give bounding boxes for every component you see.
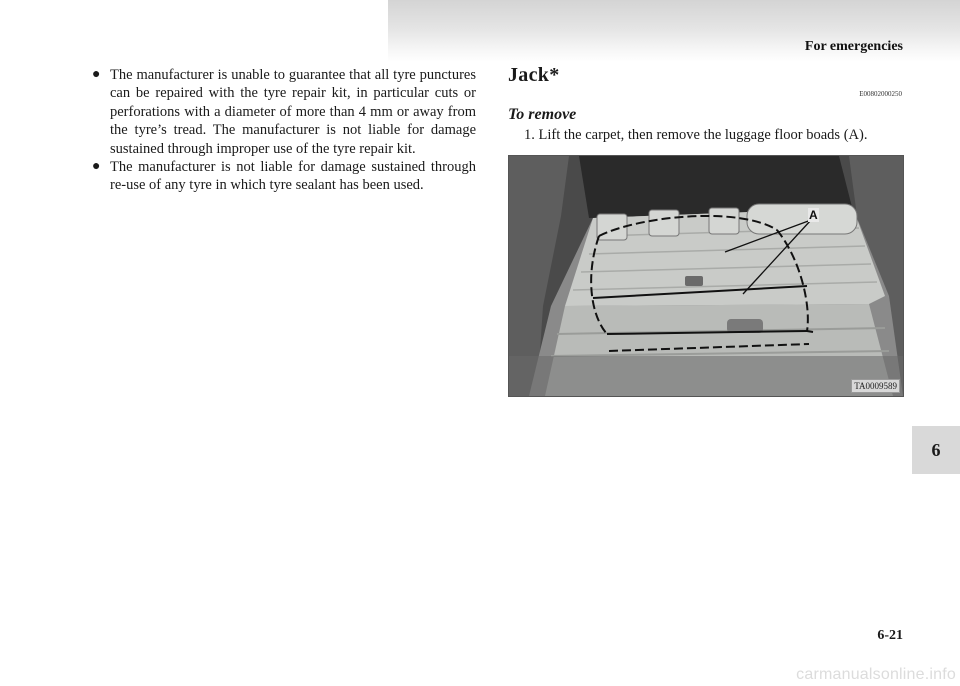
page-number: 6-21 (877, 628, 903, 643)
bullet-text: The manufacturer is unable to guarantee that all tyre punctures can be repaired with the tyre repair kit, in particular cuts or perforations with a diameter of more than 4 mm or away from the tyre’s tread. The manufacturer is not liable for damage sustained through improper use of the tyre repair kit. (110, 67, 476, 157)
running-header: For emergencies (804, 39, 903, 54)
callout-label: A (809, 208, 818, 222)
cargo-area-drawing (509, 156, 903, 396)
section-title: Jack* (508, 64, 560, 86)
left-column (92, 66, 476, 195)
luggage-floor-illustration (508, 155, 904, 397)
figure-code: TA0009589 (851, 379, 900, 393)
subsection-title: To remove (508, 106, 577, 123)
bullet-item (92, 66, 476, 158)
bullet-icon: ● (92, 67, 101, 82)
bullet-item (92, 158, 476, 195)
instruction-step: 1. Lift the carpet, then remove the luggage floor boads (A). (524, 127, 868, 143)
section-code: E00802000250 (859, 90, 902, 98)
bullet-text: The manufacturer is not liable for damage sustained through re-use of any tyre in which tyre sealant has been used. (110, 159, 476, 194)
bullet-icon: ● (92, 159, 101, 175)
watermark-text: carmanualsonline.info (796, 666, 956, 683)
chapter-tab: 6 (912, 426, 960, 474)
